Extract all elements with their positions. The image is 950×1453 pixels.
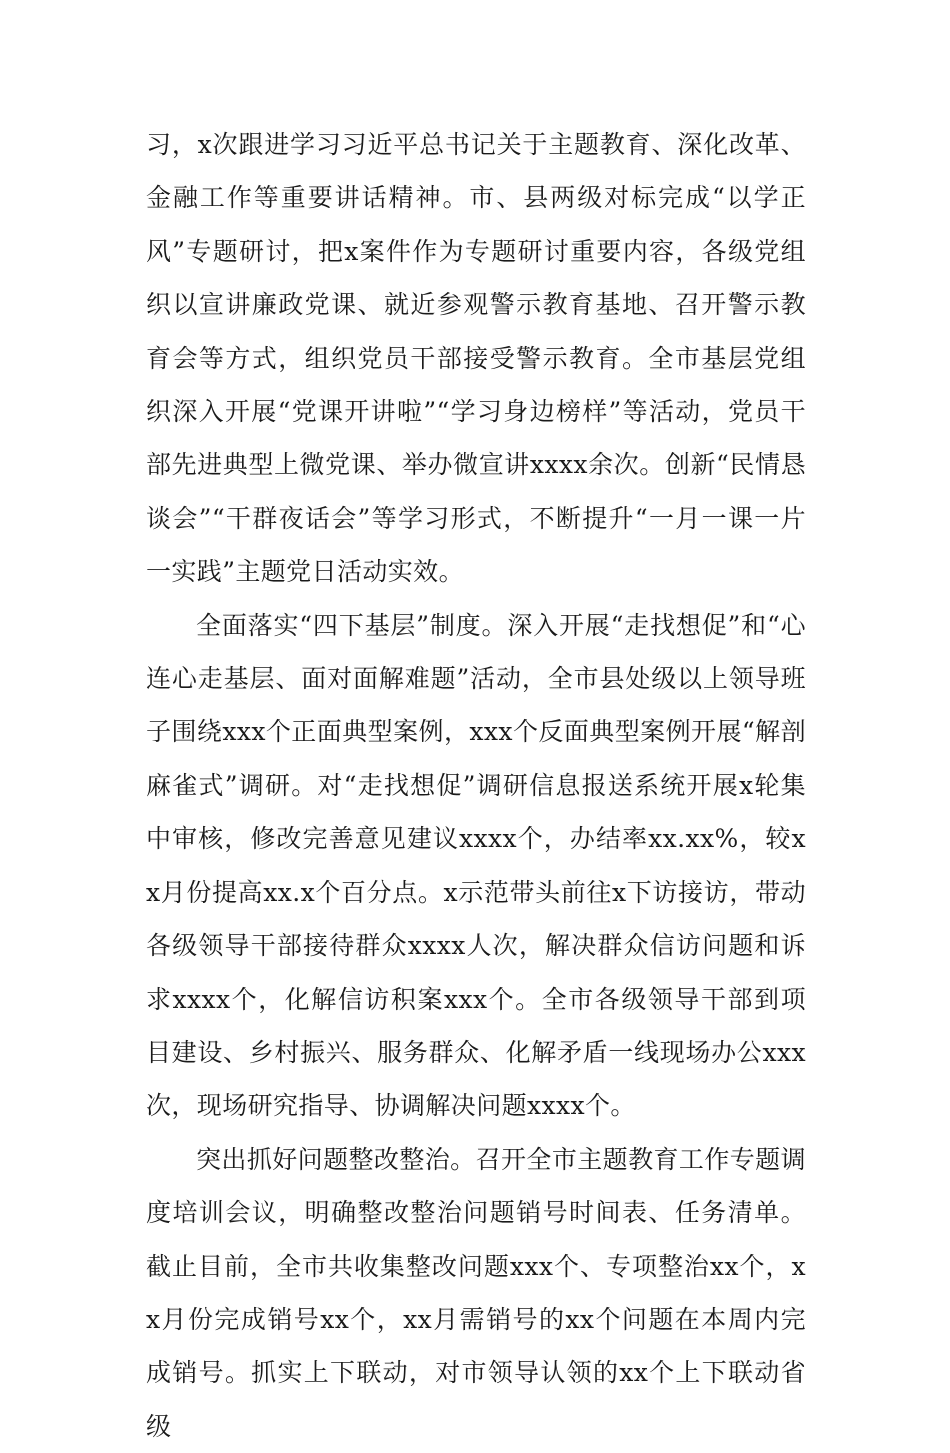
document-body: [146, 118, 806, 1453]
paragraph-study-continuation: 习，x次跟进学习习近平总书记关于主题教育、深化改革、金融工作等重要讲话精神。市、县两级对标完成“以学正风”专题研讨，把x案件作为专题研讨重要内容，各级党组织以宣讲廉政党课、就近参观警示教育基地、召开警示教育会等方式，组织党员干部接受警示教育。全市基层党组织深入开展“党课开讲啦”“学习身边榜样”等活动，党员干部先进典型上微党课、举办微宣讲xxxx余次。创新“民情恳谈会”“干群夜话会”等学习形式，不断提升“一月一课一片一实践”主题党日活动实效。: [146, 130, 806, 587]
paragraph-four-down-grassroots: 全面落实“四下基层”制度。深入开展“走找想促”和“心连心走基层、面对面解难题”活动，全市县处级以上领导班子围绕xxx个正面典型案例，xxx个反面典型案例开展“解剖麻雀式”调研。对“走找想促”调研信息报送系统开展x轮集中审核，修改完善意见建议xxxx个，办结率xx.xx%，较xx月份提高xx.x个百分点。x示范带头前往x下访接访，带动各级领导干部接待群众xxxx人次，解决群众信访问题和诉求xxxx个，化解信访积案xxx个。全市各级领导干部到项目建设、乡村振兴、服务群众、化解矛盾一线现场办公xxx次，现场研究指导、协调解决问题xxxx个。: [146, 610, 806, 1121]
paragraph-problem-rectification: 突出抓好问题整改整治。召开全市主题教育工作专题调度培训会议，明确整改整治问题销号时间表、任务清单。截止目前，全市共收集整改问题xxx个、专项整治xx个，xx月份完成销号xx个，xx月需销号的xx个问题在本周内完成销号。抓实上下联动，对市领导认领的xx个上下联动省级: [146, 1144, 806, 1441]
